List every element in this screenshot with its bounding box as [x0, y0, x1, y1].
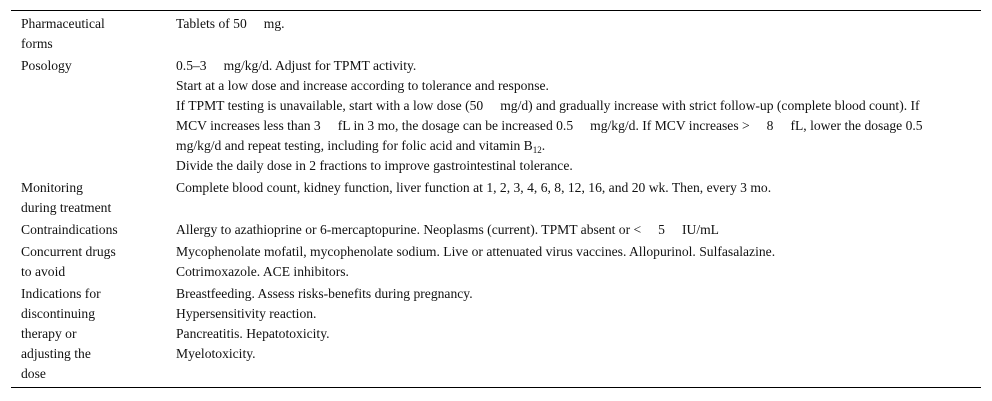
row-label — [11, 284, 176, 384]
row-content — [176, 14, 981, 54]
table-row — [11, 220, 981, 240]
label-line: therapy or — [21, 326, 77, 341]
content-line: Pancreatitis. Hepatotoxicity. — [176, 326, 330, 341]
table-row — [11, 284, 981, 384]
label-line: forms — [21, 36, 53, 51]
content-line: Complete blood count, kidney function, liver function at 1, 2, 3, 4, 6, 8, 12, 16, and 20 wk. Then, every 3 mo. — [176, 180, 772, 195]
table-row — [11, 242, 981, 282]
row-label — [11, 242, 176, 282]
content-line: Myelotoxicity. — [176, 346, 256, 361]
content-text: If TPMT testing is unavailable, start with a low dose (50 mg/d) and gradually increase with strict follow-up (complete blood count). If MCV increases less than 3 fL in 3 mo, the dosage can be increased 0.5 mg/kg/d. If MCV increases > 8 fL, lower the dosage 0.5 mg/kg/d and repeat testing, including for folic acid and vitamin B — [176, 98, 937, 153]
label-line: dose — [21, 366, 46, 381]
content-line: Start at a low dose and increase according to tolerance and response. — [176, 78, 549, 93]
table-row — [11, 178, 981, 218]
row-label — [11, 220, 176, 240]
label-line: to avoid — [21, 264, 66, 279]
label-line: Indications for — [21, 286, 101, 301]
content-line — [176, 96, 941, 156]
content-line: Tablets of 50 mg. — [176, 16, 285, 31]
content-line: 0.5–3 mg/kg/d. Adjust for TPMT activity. — [176, 58, 417, 73]
label-line: Monitoring — [21, 180, 83, 195]
content-text: . — [541, 138, 546, 153]
label-line: Contraindications — [21, 222, 118, 237]
label-line: Concurrent drugs — [21, 244, 116, 259]
drug-info-table — [11, 10, 981, 388]
row-label — [11, 56, 176, 176]
content-line: Breastfeeding. Assess risks-benefits during pregnancy. — [176, 286, 473, 301]
table-row — [11, 56, 981, 176]
content-line: Cotrimoxazole. ACE inhibitors. — [176, 264, 349, 279]
row-label — [11, 178, 176, 218]
row-content — [176, 220, 981, 240]
row-content — [176, 56, 981, 176]
label-line: during treatment — [21, 200, 112, 215]
table-row — [11, 14, 981, 54]
row-content — [176, 178, 981, 218]
content-line: Mycophenolate mofatil, mycophenolate sodium. Live or attenuated virus vaccines. Allopurinol. Sulfasalazine. — [176, 244, 776, 259]
content-line: Divide the daily dose in 2 fractions to improve gastrointestinal tolerance. — [176, 158, 573, 173]
content-line: Hypersensitivity reaction. — [176, 306, 317, 321]
row-label — [11, 14, 176, 54]
content-line: Allergy to azathioprine or 6-mercaptopurine. Neoplasms (current). TPMT absent or < 5 IU/mL — [176, 222, 719, 237]
row-content — [176, 242, 981, 282]
subscript: 12 — [532, 145, 542, 155]
row-content — [176, 284, 981, 384]
label-line: adjusting the — [21, 346, 91, 361]
label-line: Posology — [21, 58, 72, 73]
label-line: discontinuing — [21, 306, 96, 321]
label-line: Pharmaceutical — [21, 16, 105, 31]
